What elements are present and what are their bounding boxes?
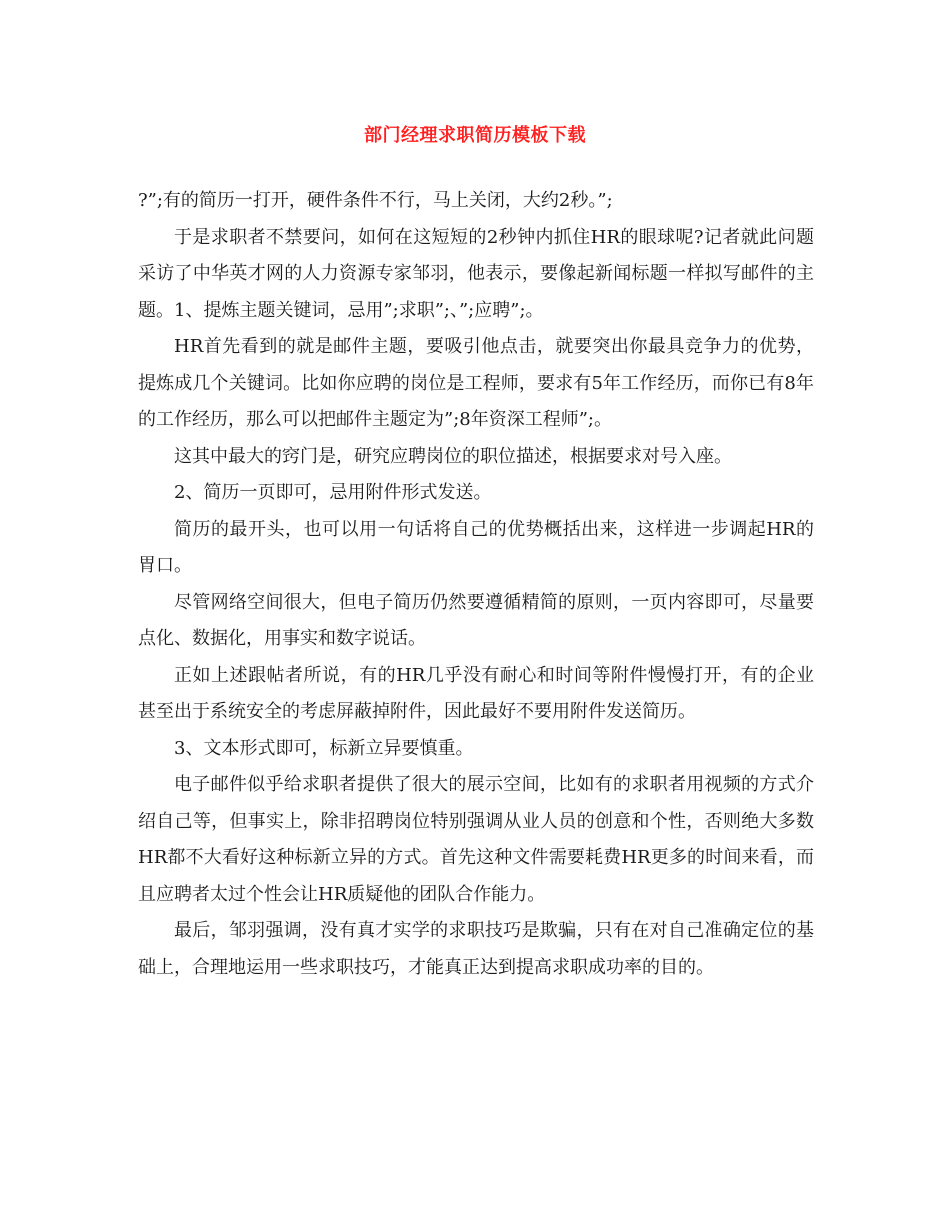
paragraph: 最后，邹羽强调，没有真才实学的求职技巧是欺骗，只有在对自己准确定位的基础上，合理地运用一些求职技巧，才能真正达到提高求职成功率的目的。: [138, 920, 814, 978]
paragraph: 2、简历一页即可，忌用附件形式发送。: [174, 482, 492, 503]
paragraph: 电子邮件似乎给求职者提供了很大的展示空间，比如有的求职者用视频的方式介绍自己等，但事实上，除非招聘岗位特别强调从业人员的创意和个性，否则绝大多数HR都不大看好这种标新立异的方式。首先这种文件需要耗费HR更多的时间来看，而且应聘者太过个性会让HR质疑他的团队合作能力。: [138, 774, 814, 905]
paragraph: 3、文本形式即可，标新立异要慎重。: [174, 737, 474, 759]
paragraph: 正如上述跟帖者所说，有的HR几乎没有耐心和时间等附件慢慢打开，有的企业甚至出于系统安全的考虑屏蔽掉附件，因此最好不要用附件发送简历。: [138, 664, 814, 722]
paragraph: 简历的最开头，也可以用一句话将自己的优势概括出来，这样进一步调起HR的胃口。: [138, 518, 814, 576]
paragraph: HR首先看到的就是邮件主题，要吸引他点击，就要突出你最具竞争力的优势，提炼成几个关键词。比如你应聘的岗位是工程师，要求有5年工作经历，而你已有8年的工作经历，那么可以把邮件主题定为”;8年资深工程师”;。: [138, 336, 814, 430]
paragraph: 尽管网络空间很大，但电子简历仍然要遵循精简的原则，一页内容即可，尽量要点化、数据化，用事实和数字说话。: [138, 591, 814, 649]
paragraph: 这其中最大的窍门是，研究应聘岗位的职位描述，根据要求对号入座。: [174, 445, 732, 467]
paragraph: 于是求职者不禁要问，如何在这短短的2秒钟内抓住HR的眼球呢?记者就此问题采访了中华英才网的人力资源专家邹羽，他表示，要像起新闻标题一样拟写邮件的主题。1、提炼主题关键词，忌用”;求职”;、”;应聘”;。: [138, 226, 814, 321]
document-title: 部门经理求职简历模板下载: [364, 125, 586, 146]
paragraph: ?”;有的简历一打开，硬件条件不行，马上关闭，大约2秒。”;: [138, 190, 613, 211]
document-body: [138, 183, 814, 986]
